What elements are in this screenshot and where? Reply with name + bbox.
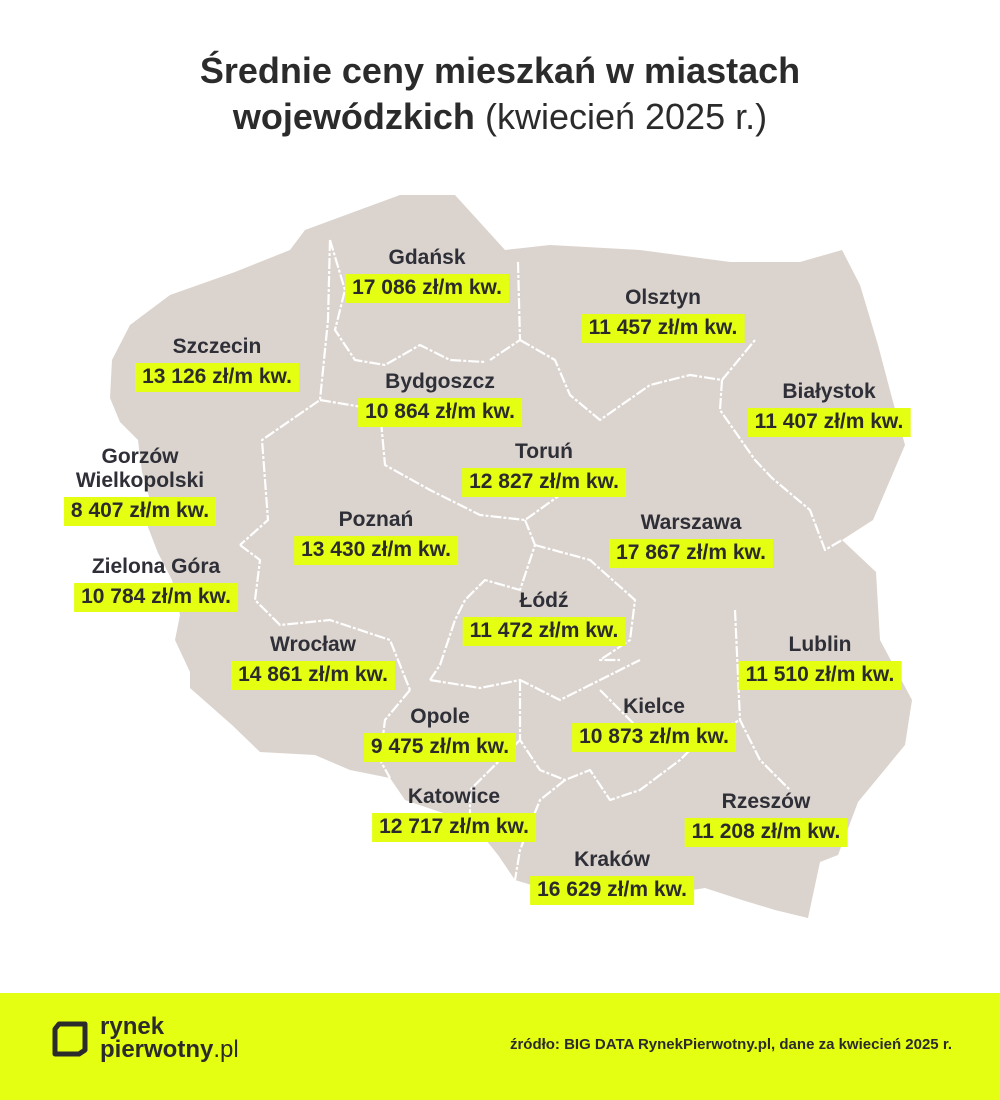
- city-name: Katowice: [407, 785, 501, 808]
- title-line-2: wojewódzkich (kwiecień 2025 r.): [232, 96, 768, 137]
- city-name: Białystok: [782, 380, 876, 403]
- city-szczecin: [135, 335, 299, 392]
- city-name: Szczecin: [172, 335, 262, 358]
- price-label: 10 864 zł/m kw.: [358, 398, 522, 427]
- city-name: Gdańsk: [388, 246, 466, 269]
- city-name: Kraków: [574, 848, 650, 871]
- city-poznan: [294, 508, 458, 565]
- title-line-1: Średnie ceny mieszkań w miastach: [199, 50, 801, 91]
- city-name: Zielona Góra: [91, 555, 221, 578]
- city-name: Poznań: [338, 508, 414, 531]
- city-bialystok: [748, 380, 911, 437]
- city-name: Łódź: [519, 589, 569, 612]
- source-note: źródło: BIG DATA RynekPierwotny.pl, dane za kwiecień 2025 r.: [509, 1036, 952, 1053]
- city-name: Lublin: [788, 633, 852, 656]
- logo-line-2: pierwotny: [100, 1036, 214, 1063]
- city-gdansk: [345, 246, 509, 303]
- price-label: 11 407 zł/m kw.: [748, 408, 911, 437]
- city-name: Toruń: [515, 440, 573, 463]
- city-zielona-gora: [74, 555, 238, 612]
- logo-tld: .pl: [213, 1036, 239, 1063]
- city-name: Bydgoszcz: [385, 370, 495, 393]
- city-olsztyn: [582, 286, 745, 343]
- price-label: 13 430 zł/m kw.: [294, 536, 458, 565]
- logo-line-1: rynek: [100, 1013, 165, 1040]
- city-lublin: [739, 633, 902, 690]
- city-rzeszow: [685, 790, 848, 847]
- price-label: 13 126 zł/m kw.: [135, 363, 299, 392]
- price-label: 16 629 zł/m kw.: [530, 876, 694, 905]
- city-name-line-2: Wielkopolski: [75, 469, 205, 492]
- price-label: 10 873 zł/m kw.: [572, 723, 736, 752]
- price-label: 17 867 zł/m kw.: [609, 539, 773, 568]
- city-name: Gorzów: [101, 445, 179, 468]
- city-lodz: [463, 589, 626, 646]
- price-label: 9 475 zł/m kw.: [364, 733, 516, 762]
- city-krakow: [530, 848, 694, 905]
- city-name: Rzeszów: [721, 790, 811, 813]
- price-label: 8 407 zł/m kw.: [64, 497, 216, 526]
- city-gorzow-wielkopolski: [64, 445, 216, 526]
- price-label: 11 510 zł/m kw.: [739, 661, 902, 690]
- city-bydgoszcz: [358, 370, 522, 427]
- footer-bar: [0, 993, 1000, 1100]
- logo-wordmark: [100, 1015, 239, 1061]
- city-kielce: [572, 695, 736, 752]
- city-wroclaw: [231, 633, 395, 690]
- logo-square-icon: [52, 1021, 88, 1057]
- price-label: 14 861 zł/m kw.: [231, 661, 395, 690]
- price-label: 11 472 zł/m kw.: [463, 617, 626, 646]
- price-label: 11 457 zł/m kw.: [582, 314, 745, 343]
- city-opole: [364, 705, 516, 762]
- city-name: Opole: [410, 705, 470, 728]
- city-name: Wrocław: [270, 633, 356, 656]
- price-label: 17 086 zł/m kw.: [345, 274, 509, 303]
- city-katowice: [372, 785, 536, 842]
- city-name: Olsztyn: [625, 286, 701, 309]
- price-label: 12 827 zł/m kw.: [462, 468, 626, 497]
- city-name: Kielce: [623, 695, 685, 718]
- price-label: 11 208 zł/m kw.: [685, 818, 848, 847]
- price-label: 12 717 zł/m kw.: [372, 813, 536, 842]
- city-warszawa: [609, 511, 773, 568]
- city-torun: [462, 440, 626, 497]
- price-label: 10 784 zł/m kw.: [74, 583, 238, 612]
- city-name: Warszawa: [640, 511, 742, 534]
